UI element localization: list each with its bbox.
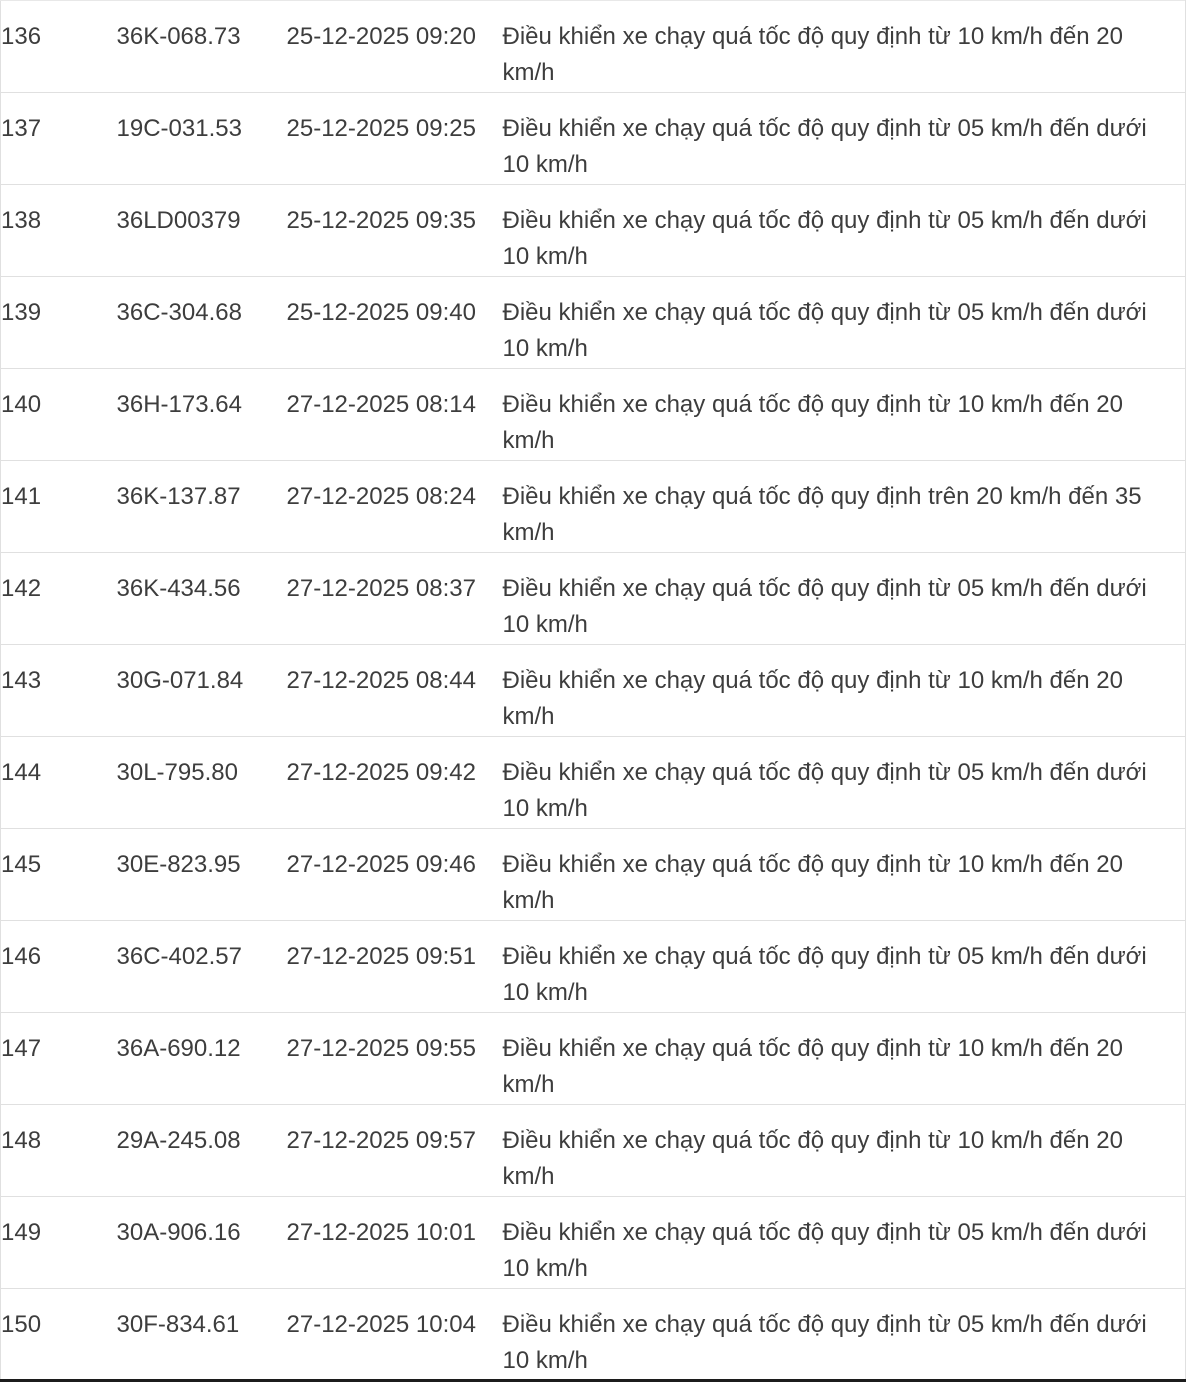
table-row [1,1105,1186,1197]
table-row [1,277,1186,369]
plate-cell [117,369,287,461]
plate-cell [117,921,287,1013]
table-row [1,93,1186,185]
row-index-cell [1,1013,117,1105]
row-index: 137 [1,115,42,142]
plate-number: 36K-068.73 [116,23,241,50]
row-index: 148 [1,1127,42,1154]
violation-datetime: 27-12-2025 09:57 [286,1127,476,1154]
row-index-cell [1,1105,117,1197]
plate-cell [117,185,287,277]
violation-text-line1: Điều khiển xe chạy quá tốc độ quy định từ 05 km/h đến dưới [502,207,1147,234]
datetime-cell [287,277,503,369]
plate-cell [117,1197,287,1289]
violation-cell [503,1289,1186,1381]
violation-cell [503,369,1186,461]
datetime-cell [287,1289,503,1381]
table-row [1,1289,1186,1381]
violation-text-line2: km/h [502,1071,555,1098]
violation-text-line2: km/h [502,1163,555,1190]
violation-text-line2: km/h [502,59,555,86]
violation-datetime: 27-12-2025 09:42 [286,759,476,786]
plate-number: 30G-071.84 [116,667,244,694]
datetime-cell [287,93,503,185]
datetime-cell [287,185,503,277]
datetime-cell [287,1013,503,1105]
violation-datetime: 27-12-2025 08:14 [286,391,476,418]
plate-number: 36K-137.87 [116,483,241,510]
datetime-cell [287,829,503,921]
datetime-cell [287,1197,503,1289]
violation-text-line1: Điều khiển xe chạy quá tốc độ quy định từ 10 km/h đến 20 [502,1127,1123,1154]
violation-datetime: 27-12-2025 10:04 [286,1311,476,1338]
row-index-cell [1,185,117,277]
plate-number: 19C-031.53 [116,115,242,142]
row-index-cell [1,553,117,645]
plate-number: 36A-690.12 [116,1035,241,1062]
plate-cell [117,645,287,737]
table-row [1,1013,1186,1105]
violation-cell [503,737,1186,829]
row-index-cell [1,1197,117,1289]
row-index: 140 [1,391,42,418]
row-index-cell [1,737,117,829]
plate-cell [117,1105,287,1197]
plate-number: 36C-304.68 [116,299,242,326]
violation-cell [503,553,1186,645]
violations-tbody [1,1,1186,1381]
datetime-cell [287,1105,503,1197]
plate-number: 30A-906.16 [116,1219,241,1246]
violation-cell [503,829,1186,921]
violation-cell [503,1,1186,93]
row-index-cell [1,93,117,185]
row-index-cell [1,1289,117,1381]
row-index: 145 [1,851,42,878]
violation-text-line2: km/h [502,519,555,546]
violation-cell [503,185,1186,277]
plate-number: 36C-402.57 [116,943,242,970]
datetime-cell [287,645,503,737]
plate-number: 30L-795.80 [116,759,238,786]
violation-datetime: 25-12-2025 09:25 [286,115,476,142]
table-row [1,829,1186,921]
violation-datetime: 27-12-2025 09:55 [286,1035,476,1062]
table-row [1,737,1186,829]
row-index: 147 [1,1035,42,1062]
violation-text-line2: 10 km/h [502,795,588,822]
violation-datetime: 27-12-2025 09:51 [286,943,476,970]
datetime-cell [287,1,503,93]
row-index: 136 [1,23,42,50]
row-index-cell [1,829,117,921]
row-index: 139 [1,299,42,326]
row-index: 142 [1,575,42,602]
row-index-cell [1,369,117,461]
violation-cell [503,461,1186,553]
datetime-cell [287,369,503,461]
violation-cell [503,921,1186,1013]
table-row [1,553,1186,645]
violation-datetime: 25-12-2025 09:35 [286,207,476,234]
row-index-cell [1,645,117,737]
row-index: 144 [1,759,42,786]
violation-text-line2: 10 km/h [502,151,588,178]
plate-number: 36K-434.56 [116,575,241,602]
datetime-cell [287,553,503,645]
table-row [1,369,1186,461]
violation-text-line2: 10 km/h [502,243,588,270]
violation-text-line1: Điều khiển xe chạy quá tốc độ quy định từ 05 km/h đến dưới [502,115,1147,142]
violation-text-line2: 10 km/h [502,611,588,638]
table-row [1,645,1186,737]
table-row [1,1,1186,93]
violation-text-line1: Điều khiển xe chạy quá tốc độ quy định từ 05 km/h đến dưới [502,575,1147,602]
datetime-cell [287,737,503,829]
violation-cell [503,1013,1186,1105]
violation-datetime: 27-12-2025 10:01 [286,1219,476,1246]
row-index-cell [1,1,117,93]
plate-cell [117,1,287,93]
violation-cell [503,277,1186,369]
plate-cell [117,1013,287,1105]
plate-cell [117,93,287,185]
row-index-cell [1,921,117,1013]
violation-text-line1: Điều khiển xe chạy quá tốc độ quy định từ 10 km/h đến 20 [502,391,1123,418]
row-index: 143 [1,667,42,694]
violation-text-line1: Điều khiển xe chạy quá tốc độ quy định trên 20 km/h đến 35 [502,483,1142,510]
violation-text-line2: km/h [502,703,555,730]
plate-number: 30E-823.95 [116,851,241,878]
violation-text-line1: Điều khiển xe chạy quá tốc độ quy định từ 05 km/h đến dưới [502,943,1147,970]
table-row [1,921,1186,1013]
row-index: 138 [1,207,42,234]
violation-cell [503,645,1186,737]
datetime-cell [287,461,503,553]
violation-text-line1: Điều khiển xe chạy quá tốc độ quy định từ 05 km/h đến dưới [502,299,1147,326]
violation-text-line2: 10 km/h [502,979,588,1006]
plate-cell [117,737,287,829]
violation-datetime: 25-12-2025 09:40 [286,299,476,326]
violation-text-line1: Điều khiển xe chạy quá tốc độ quy định từ 10 km/h đến 20 [502,1035,1123,1062]
violation-text-line2: 10 km/h [502,335,588,362]
violation-text-line2: km/h [502,887,555,914]
table-row [1,1197,1186,1289]
violation-cell [503,1105,1186,1197]
violation-text-line1: Điều khiển xe chạy quá tốc độ quy định từ 10 km/h đến 20 [502,851,1123,878]
plate-number: 30F-834.61 [116,1311,240,1338]
row-index-cell [1,277,117,369]
violation-datetime: 27-12-2025 09:46 [286,851,476,878]
row-index: 146 [1,943,42,970]
datetime-cell [287,921,503,1013]
plate-cell [117,461,287,553]
violation-text-line1: Điều khiển xe chạy quá tốc độ quy định từ 10 km/h đến 20 [502,667,1123,694]
plate-cell [117,1289,287,1381]
table-row [1,461,1186,553]
violation-datetime: 25-12-2025 09:20 [286,23,476,50]
violation-text-line2: 10 km/h [502,1347,588,1374]
plate-cell [117,553,287,645]
violation-datetime: 27-12-2025 08:37 [286,575,476,602]
table-row [1,185,1186,277]
violation-text-line1: Điều khiển xe chạy quá tốc độ quy định từ 05 km/h đến dưới [502,1311,1147,1338]
row-index-cell [1,461,117,553]
violation-text-line2: 10 km/h [502,1255,588,1282]
violation-text-line1: Điều khiển xe chạy quá tốc độ quy định từ 05 km/h đến dưới [502,1219,1147,1246]
plate-number: 36H-173.64 [116,391,242,418]
plate-number: 36LD00379 [116,207,241,234]
plate-number: 29A-245.08 [116,1127,241,1154]
violation-text-line1: Điều khiển xe chạy quá tốc độ quy định từ 10 km/h đến 20 [502,23,1123,50]
violation-text-line2: km/h [502,427,555,454]
violation-datetime: 27-12-2025 08:44 [286,667,476,694]
row-index: 149 [1,1219,42,1246]
violation-cell [503,93,1186,185]
violation-cell [503,1197,1186,1289]
row-index: 150 [1,1311,42,1338]
row-index: 141 [1,483,42,510]
violation-datetime: 27-12-2025 08:24 [286,483,476,510]
plate-cell [117,829,287,921]
plate-cell [117,277,287,369]
violation-text-line1: Điều khiển xe chạy quá tốc độ quy định từ 05 km/h đến dưới [502,759,1147,786]
